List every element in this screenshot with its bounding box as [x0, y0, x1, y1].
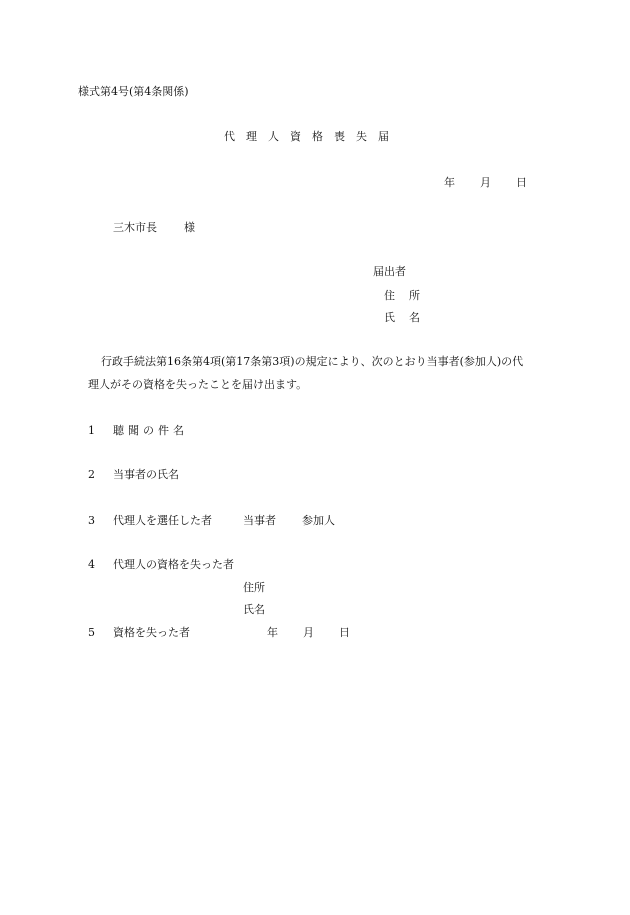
- item-label: 代理人を選任した者: [113, 514, 212, 527]
- body-line-2: 理人がその資格を失ったことを届け出ます。: [88, 378, 308, 391]
- item-name-label: 氏名: [243, 603, 265, 616]
- item-number: 4: [88, 558, 95, 571]
- item-label: 資格を失った者: [113, 626, 190, 639]
- item-label: 当事者の氏名: [113, 468, 179, 481]
- option-participant: 参加人: [302, 514, 335, 527]
- item-year: 年: [267, 626, 278, 639]
- notifier-address-label: 住所: [384, 289, 434, 302]
- addressee-honorific: 様: [184, 221, 195, 234]
- document-title: 代理人資格喪失届: [224, 130, 400, 143]
- item-number: 3: [88, 514, 95, 527]
- date-day: 日: [516, 176, 527, 189]
- item-label: 聴聞の件名: [113, 424, 188, 437]
- option-party: 当事者: [243, 514, 276, 527]
- addressee-name: 三木市長: [113, 221, 157, 234]
- form-number: 様式第4号(第4条関係): [78, 85, 189, 98]
- item-address-label: 住所: [243, 581, 265, 594]
- item-number: 5: [88, 626, 95, 639]
- item-day: 日: [339, 626, 350, 639]
- notifier-label: 届出者: [373, 265, 406, 278]
- notifier-name-label: 氏名: [384, 311, 434, 324]
- item-number: 1: [88, 424, 95, 437]
- date-month: 月: [480, 176, 491, 189]
- item-number: 2: [88, 468, 95, 481]
- date-year: 年: [444, 176, 455, 189]
- item-month: 月: [303, 626, 314, 639]
- item-label: 代理人の資格を失った者: [113, 558, 234, 571]
- body-line-1: 行政手続法第16条第4項(第17条第3項)の規定により、次のとおり当事者(参加人)の代: [101, 355, 524, 368]
